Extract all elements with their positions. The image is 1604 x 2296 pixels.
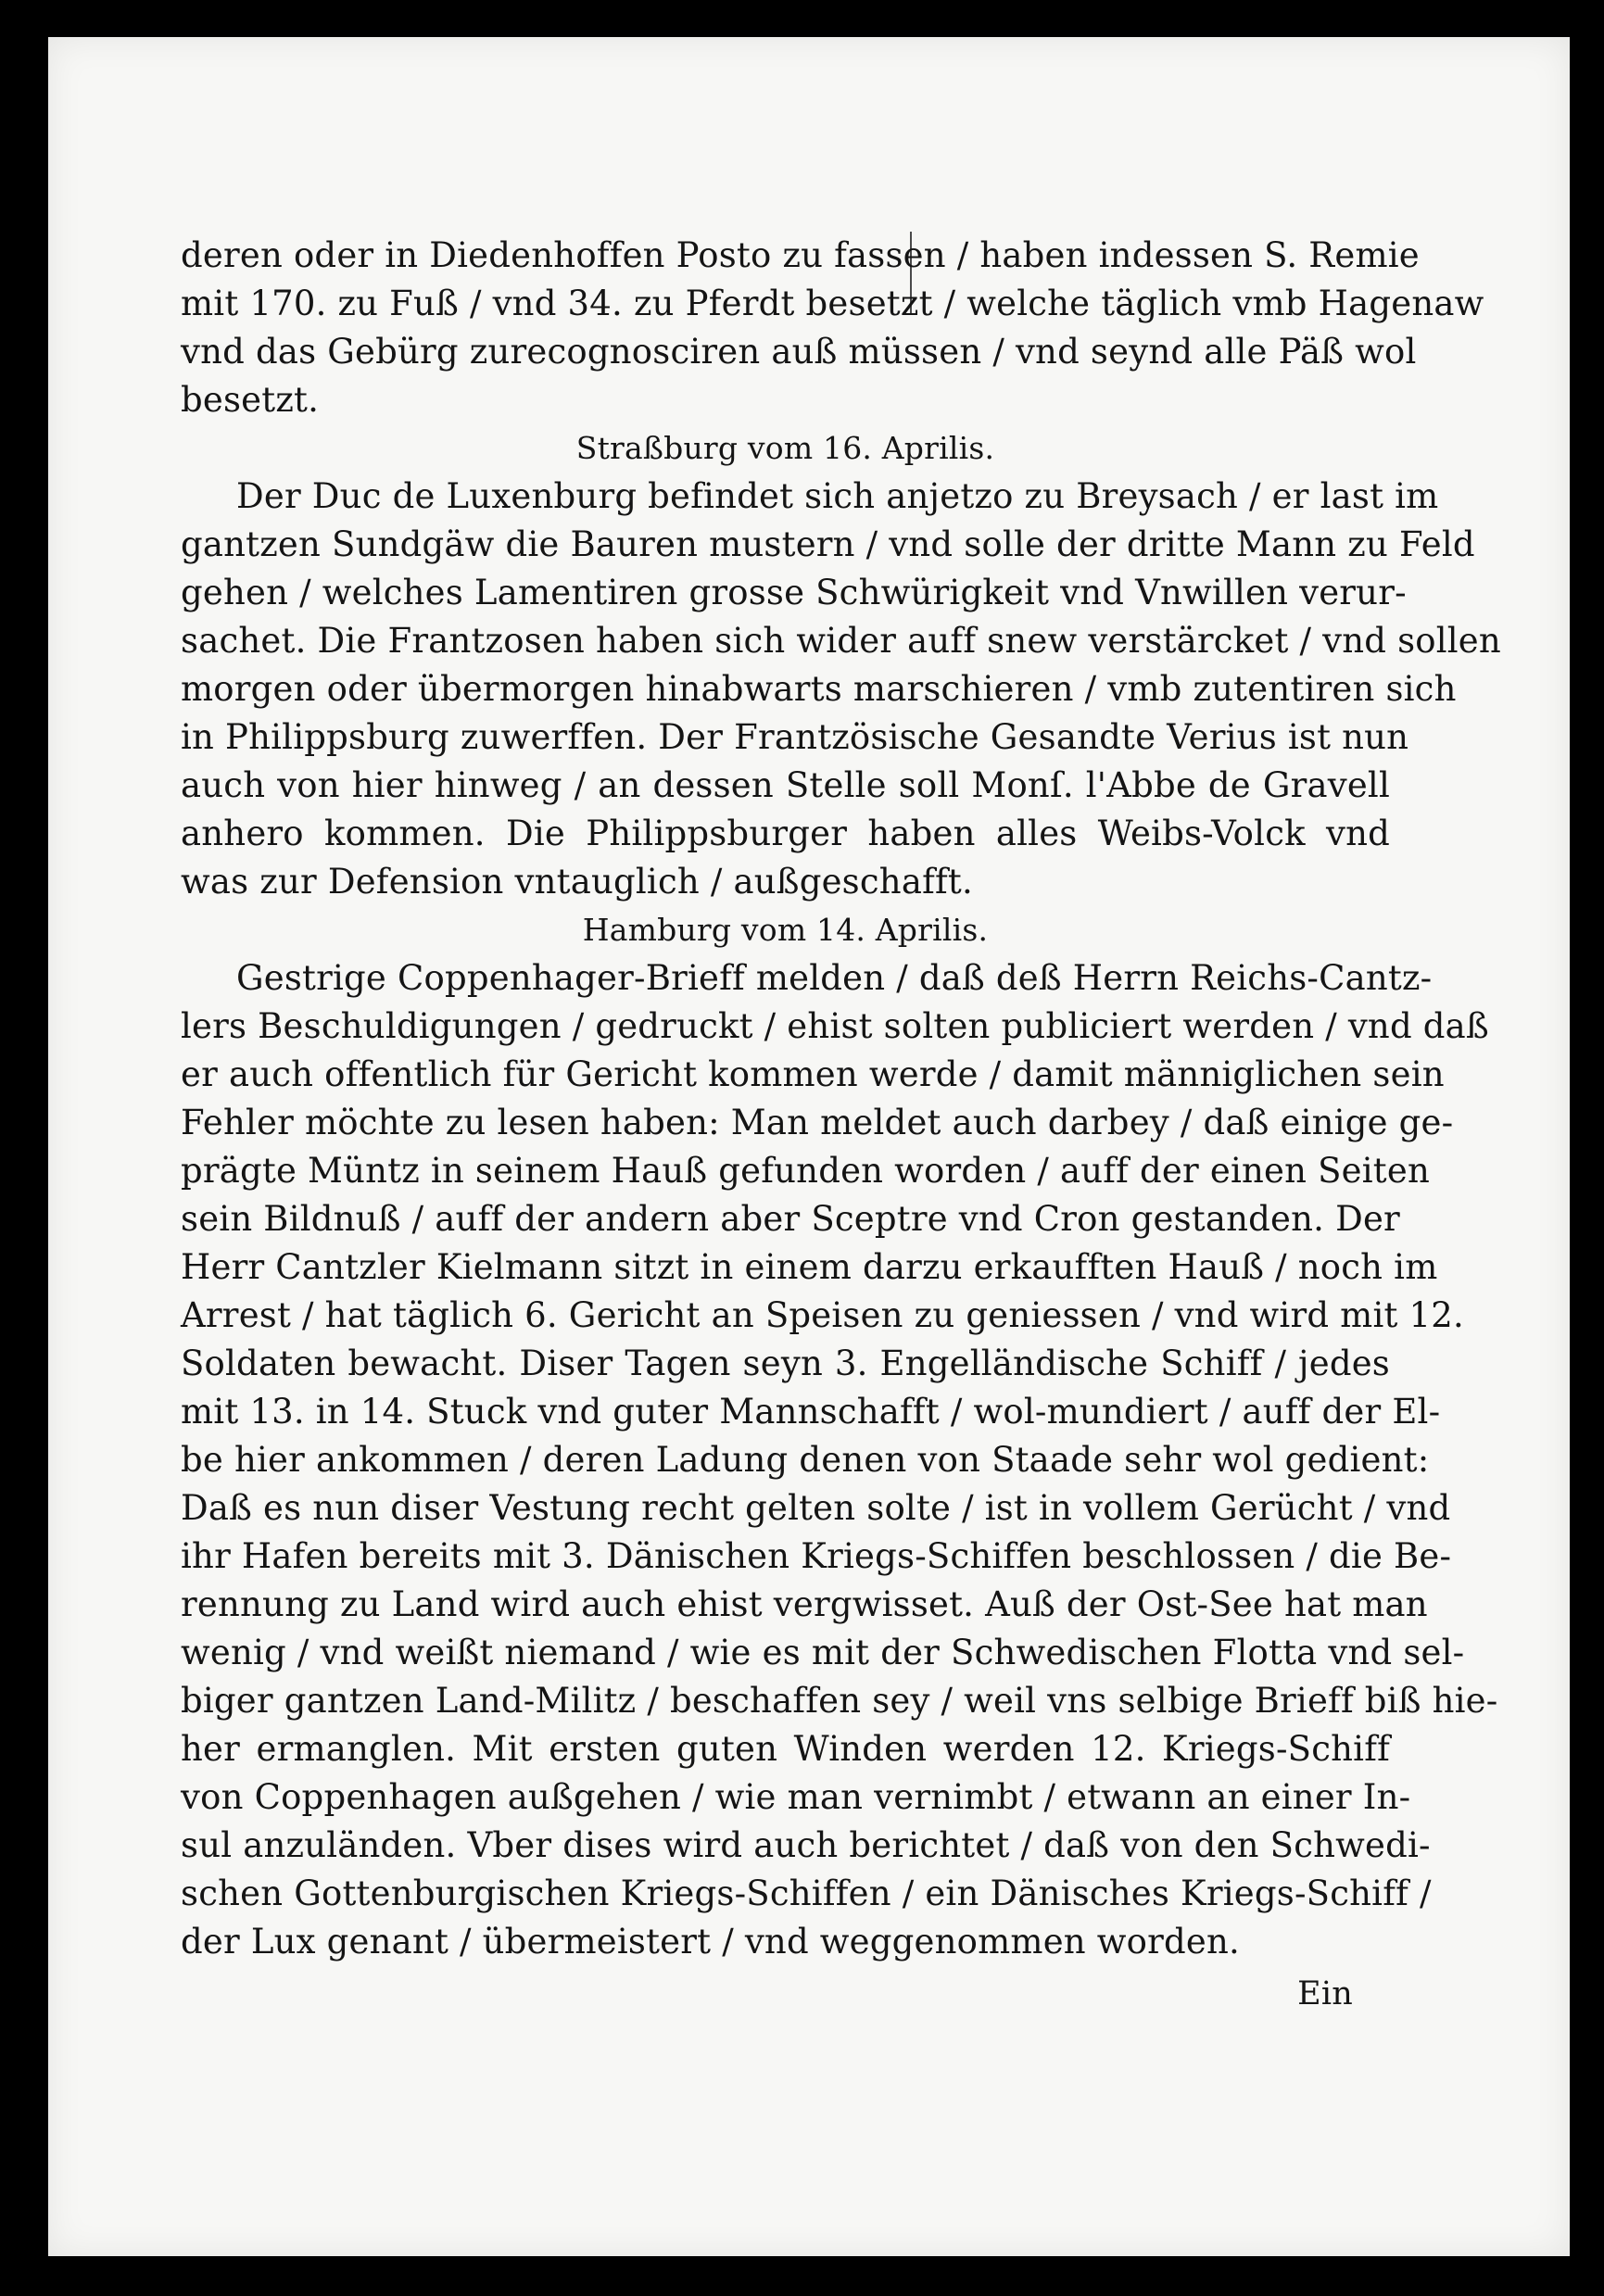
text-line: Arrest / hat täglich 6. Gericht an Speisen zu geniessen / vnd wird mit 12. [181,1295,1464,1335]
text-line: wenig / vnd weißt niemand / wie es mit der Schwedischen Flotta vnd sel- [181,1633,1465,1672]
text-line: rennung zu Land wird auch ehist vergwisset. Auß der Ost-See hat man [181,1584,1428,1624]
text-line: Soldaten bewacht. Diser Tagen seyn 3. Engelländische Schiff / jedes [181,1344,1390,1383]
text-line: biger gantzen Land-Militz / beschaffen sey / weil vns selbige Brieff biß hie- [181,1681,1498,1721]
text-line: her ermanglen. Mit ersten guten Winden werden 12. Kriegs-Schiff [181,1729,1390,1769]
text-line: Gestrige Coppenhager-Brieff melden / daß deß Herrn Reichs-Cantz- [236,958,1433,998]
text-line: anhero kommen. Die Philippsburger haben alles Weibs-Volck vnd [181,814,1390,853]
document-body [181,232,1501,2022]
text-line: mit 13. in 14. Stuck vnd guter Mannschafft / wol-mundiert / auff der El- [181,1392,1441,1432]
section-heading-hamburg: Hamburg vom 14. Aprilis. [582,912,989,948]
text-line: be hier ankommen / deren Ladung denen von Staade sehr wol gedient: [181,1440,1430,1480]
text-line: gehen / welches Lamentiren grosse Schwürigkeit vnd Vnwillen verur- [181,573,1407,612]
text-line: Daß es nun diser Vestung recht gelten solte / ist in vollem Gerücht / vnd [181,1488,1451,1528]
text-line: prägte Müntz in seinem Hauß gefunden worden / auff der einen Seiten [181,1151,1430,1191]
section-heading-strassburg: Straßburg vom 16. Aprilis. [575,430,995,466]
text-line: sachet. Die Frantzosen haben sich wider auff snew verstärcket / vnd sollen [181,621,1501,661]
catchword: Ein [1297,1975,1353,2012]
text-line: von Coppenhagen außgehen / wie man vernimbt / etwann an einer In- [181,1777,1411,1817]
text-line: besetzt. [181,380,320,420]
text-line: deren oder in Diedenhoffen Posto zu fassen / haben indessen S. Remie [181,235,1420,275]
text-line: gantzen Sundgäw die Bauren mustern / vnd solle der dritte Mann zu Feld [181,524,1475,564]
text-line: was zur Defension vntauglich / außgeschafft. [181,862,973,902]
text-line: Fehler möchte zu lesen haben: Man meldet auch darbey / daß einige ge- [181,1103,1454,1142]
text-line: lers Beschuldigungen / gedruckt / ehist solten publiciert werden / vnd daß [181,1006,1489,1046]
text-line: er auch offentlich für Gericht kommen werde / damit männiglichen sein [181,1054,1445,1094]
text-line: auch von hier hinweg / an dessen Stelle soll Monſ. l'Abbe de Gravell [181,765,1390,805]
text-line: mit 170. zu Fuß / vnd 34. zu Pferdt besetzt / welche täglich vmb Hagenaw [181,284,1484,323]
text-line: sul anzuländen. Vber dises wird auch berichtet / daß von den Schwedi- [181,1825,1431,1865]
text-line: Der Duc de Luxenburg befindet sich anjetzo zu Breysach / er last im [236,476,1439,516]
text-line: in Philippsburg zuwerffen. Der Frantzösische Gesandte Verius ist nun [181,717,1409,757]
text-line: schen Gottenburgischen Kriegs-Schiffen / ein Dänisches Kriegs-Schiff / [181,1873,1432,1913]
text-line: ihr Hafen bereits mit 3. Dänischen Kriegs-Schiffen beschlossen / die Be- [181,1536,1452,1576]
text-line: Herr Cantzler Kielmann sitzt in einem darzu erkaufften Hauß / noch im [181,1247,1438,1287]
text-line: sein Bildnuß / auff der andern aber Sceptre vnd Cron gestanden. Der [181,1199,1400,1239]
text-line: vnd das Gebürg zurecognosciren auß müssen / vnd seynd alle Päß wol [181,332,1417,372]
text-line: morgen oder übermorgen hinabwarts marschieren / vmb zutentiren sich [181,669,1457,709]
text-line: der Lux genant / übermeistert / vnd weggenommen worden. [181,1922,1241,1962]
